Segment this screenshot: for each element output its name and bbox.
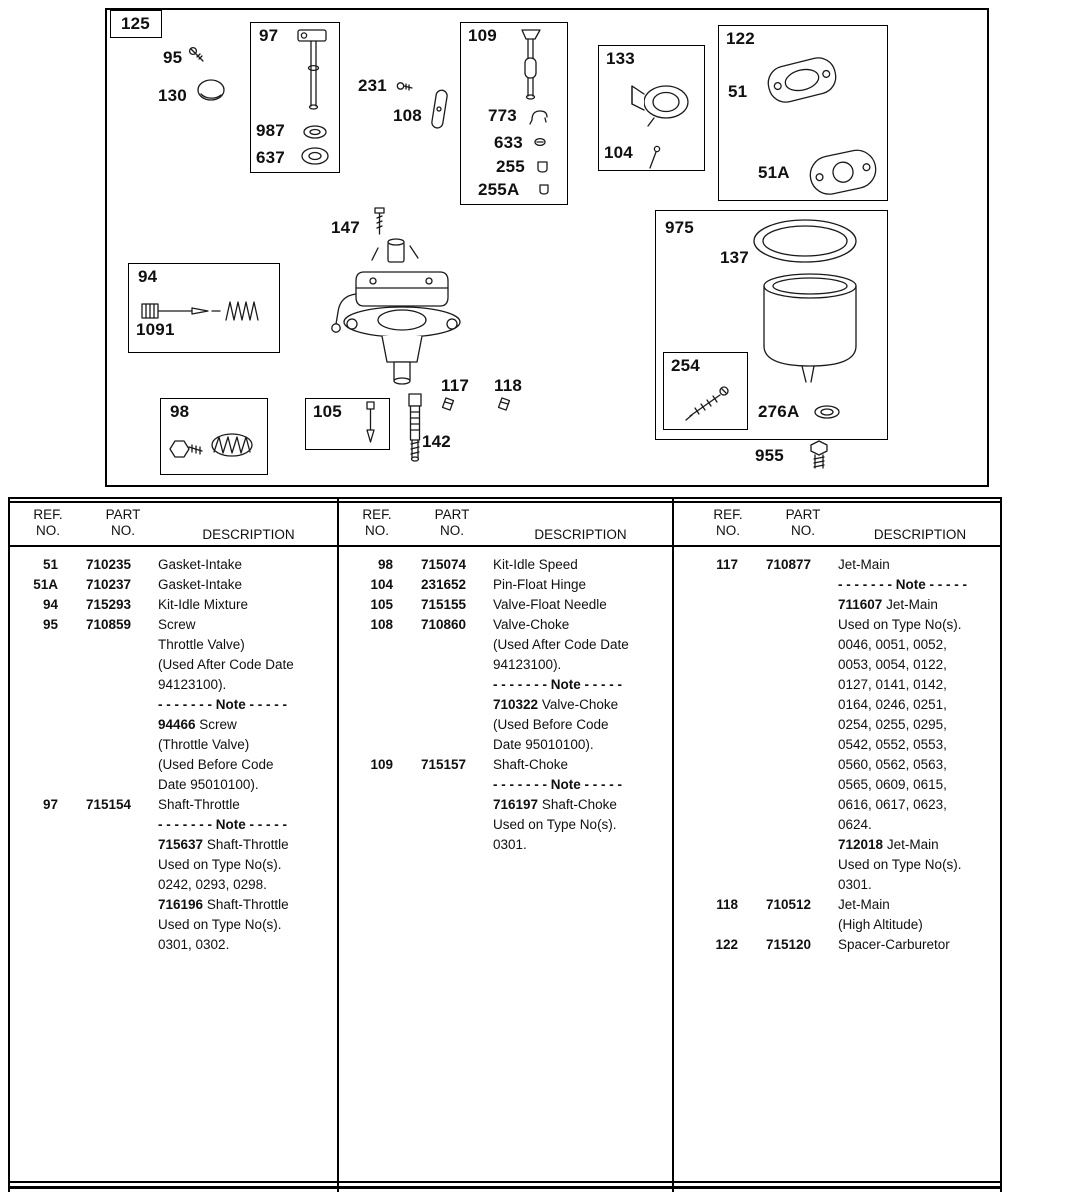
choke-shaft-drawing	[514, 26, 550, 106]
callout-109: 109	[468, 26, 497, 45]
callout-637: 637	[256, 148, 285, 167]
part-row	[337, 755, 672, 855]
gasket-51A-drawing	[806, 143, 882, 201]
jet-117-icon	[440, 396, 456, 412]
part-no: 715074	[421, 557, 467, 572]
bowl-gasket-137-drawing	[750, 214, 860, 268]
callout-94: 94	[138, 267, 158, 286]
clip-773-icon	[528, 108, 548, 126]
ref-no: 108	[370, 617, 393, 632]
callout-142: 142	[422, 432, 451, 451]
callout-98: 98	[170, 402, 190, 421]
throttle-shaft-drawing	[292, 26, 334, 118]
part-row	[337, 575, 672, 595]
parts-table	[8, 497, 1002, 1192]
pin-104-icon	[646, 145, 662, 171]
ref-no-header: REF. NO.	[713, 507, 743, 538]
callout-987: 987	[256, 121, 285, 140]
part-row	[8, 795, 337, 955]
callout-255: 255	[496, 157, 525, 176]
part-no: 710237	[86, 577, 132, 592]
ref-no: 51A	[33, 577, 58, 592]
figure-label: 125	[121, 14, 150, 33]
part-no: 710512	[766, 897, 812, 912]
description: Valve-Choke (Used After Code Date 94123100). - - - - - - - Note - - - - - 710322 Valve-Choke (Used Before Code Date 95010100).	[493, 617, 629, 752]
description: Pin-Float Hinge	[493, 577, 587, 592]
callout-108: 108	[393, 106, 422, 125]
seal-255A-icon	[537, 182, 551, 196]
description: Shaft-Choke - - - - - - - Note - - - - - 716197 Shaft-Choke Used on Type No(s). 0301.	[493, 757, 622, 852]
parts-column-2	[337, 503, 672, 1188]
part-no-header: PART NO.	[785, 507, 821, 538]
description-header: DESCRIPTION	[202, 527, 295, 542]
float-bowl-drawing	[760, 272, 864, 386]
choke-clamp-drawing	[624, 76, 692, 130]
callout-95: 95	[163, 48, 183, 67]
part-row	[672, 935, 1000, 955]
part-no: 231652	[421, 577, 467, 592]
part-row	[337, 595, 672, 615]
screw-231-icon	[396, 80, 414, 94]
part-no-header: PART NO.	[434, 507, 470, 538]
callout-51: 51	[728, 82, 748, 101]
part-row	[8, 555, 337, 575]
callout-105: 105	[313, 402, 342, 421]
column-header	[337, 503, 672, 545]
ref-no-header: REF. NO.	[33, 507, 63, 538]
description: Jet-Main - - - - - - - Note - - - - - 711607 Jet-Main Used on Type No(s). 0046, 0051, 0052, 0053, 0054, 0122, 0127, 0141, 0142, 0164, 0246, 0251, 0254, 0255, 0295, 0542, 0552, 0553, 0560, 0562, 0563, 0565, 0609, 0615, 0616, 0617, 0623, 0624. 712018 Jet-Main Used on Type No(s). 0301.	[838, 557, 967, 892]
main-jet-tube-drawing	[402, 392, 430, 466]
callout-955: 955	[755, 446, 784, 465]
part-row	[337, 615, 672, 755]
choke-valve-108-drawing	[428, 88, 452, 132]
callout-633: 633	[494, 133, 523, 152]
part-no: 715154	[86, 797, 132, 812]
ref-no: 105	[370, 597, 393, 612]
part-no: 715120	[766, 937, 812, 952]
description: Gasket-Intake	[158, 577, 243, 592]
table-border-top-outer	[8, 497, 1002, 499]
seal-637-icon	[300, 146, 332, 168]
callout-137: 137	[720, 248, 749, 267]
description-header: DESCRIPTION	[873, 527, 967, 542]
float-needle-drawing	[362, 400, 380, 446]
description: Kit-Idle Mixture	[158, 597, 249, 612]
callout-975: 975	[665, 218, 694, 237]
washer-276A-icon	[812, 404, 844, 422]
part-no: 710860	[421, 617, 467, 632]
callout-133: 133	[606, 49, 635, 68]
ref-no: 118	[716, 897, 738, 912]
description: Screw Throttle Valve) (Used After Code Date 94123100). - - - - - - - Note - - - - - 94466 Screw (Throttle Valve) (Used Before Code Date 95010100).	[158, 617, 294, 792]
part-no: 710859	[86, 617, 132, 632]
callout-118: 118	[494, 376, 523, 395]
part-row	[8, 595, 337, 615]
callout-231: 231	[358, 76, 387, 95]
ref-no: 117	[716, 557, 738, 572]
ref-no: 104	[370, 577, 393, 592]
table-border-right	[1000, 497, 1002, 1192]
part-row	[8, 575, 337, 595]
ref-no: 109	[370, 757, 393, 772]
part-no: 715155	[421, 597, 467, 612]
callout-51A: 51A	[758, 163, 790, 182]
callout-773: 773	[488, 106, 517, 125]
part-no: 715157	[421, 757, 467, 772]
bowl-bolt-955-icon	[806, 438, 834, 472]
screw-95-icon	[188, 46, 206, 64]
description: Valve-Float Needle	[493, 597, 607, 612]
callout-97: 97	[259, 26, 279, 45]
callout-276A: 276A	[758, 402, 800, 421]
description: Shaft-Throttle - - - - - - - Note - - - - - 715637 Shaft-Throttle Used on Type No(s). 0242, 0293, 0298. 716196 Shaft-Throttle Used on Type No(s). 0301, 0302.	[158, 797, 289, 952]
ref-no: 51	[42, 557, 58, 572]
disc-130-icon	[196, 78, 228, 106]
part-row	[672, 555, 1000, 895]
jet-118-icon	[496, 396, 512, 412]
ref-no: 122	[715, 937, 738, 952]
part-no: 710235	[86, 557, 132, 572]
carburetor-parts-diagram	[0, 0, 1073, 497]
parts-column-body	[8, 545, 337, 955]
ref-no-header: REF. NO.	[362, 507, 392, 538]
description: Jet-Main (High Altitude)	[838, 897, 923, 932]
callout-122: 122	[726, 29, 755, 48]
screw-633-icon	[533, 136, 549, 150]
parts-column-1	[8, 503, 337, 1188]
idle-speed-spring-icon	[210, 432, 258, 458]
callout-104: 104	[604, 143, 633, 162]
callout-1091: 1091	[136, 320, 175, 339]
description-header: DESCRIPTION	[534, 527, 627, 542]
part-no: 710877	[766, 557, 812, 572]
ref-no: 94	[42, 597, 58, 612]
ref-no: 95	[42, 617, 58, 632]
bowl-screw-254-icon	[678, 382, 736, 424]
part-no: 715293	[86, 597, 132, 612]
callout-254: 254	[671, 356, 700, 375]
part-row	[337, 555, 672, 575]
ref-no: 97	[42, 797, 58, 812]
gasket-51-drawing	[762, 52, 842, 108]
parts-column-body	[337, 545, 672, 855]
washer-987-icon	[302, 124, 330, 142]
callout-130: 130	[158, 86, 187, 105]
description: Gasket-Intake	[158, 557, 243, 572]
callout-147: 147	[331, 218, 360, 237]
part-no-header: PART NO.	[105, 507, 141, 538]
callout-117: 117	[441, 376, 470, 395]
idle-speed-screw-icon	[166, 434, 206, 464]
seal-255-icon	[535, 158, 551, 174]
part-row	[672, 895, 1000, 935]
callout-255A: 255A	[478, 180, 520, 199]
column-header	[672, 503, 1000, 545]
description: Kit-Idle Speed	[493, 557, 578, 572]
parts-column-3	[672, 503, 1000, 1188]
ref-no: 98	[377, 557, 393, 572]
description: Spacer-Carburetor	[838, 937, 950, 952]
column-header	[8, 503, 337, 545]
parts-column-body	[672, 545, 1000, 955]
part-row	[8, 615, 337, 795]
